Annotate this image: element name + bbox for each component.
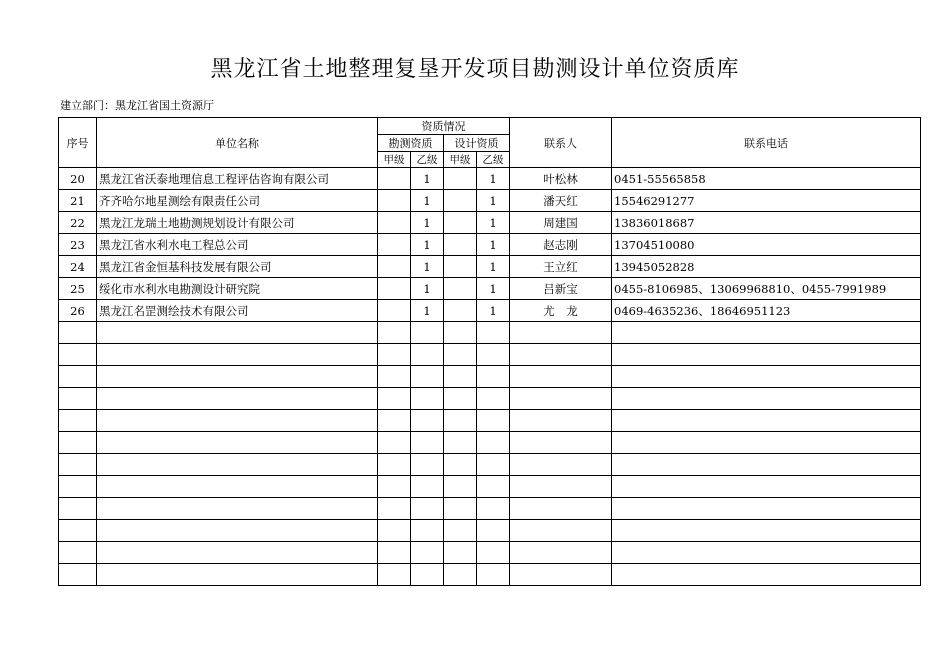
cell-phone: 15546291277 bbox=[612, 190, 921, 212]
cell-unit-name bbox=[97, 498, 378, 520]
cell-phone bbox=[612, 476, 921, 498]
cell-phone bbox=[612, 564, 921, 586]
cell-survey-grade-a bbox=[378, 498, 411, 520]
cell-unit-name bbox=[97, 564, 378, 586]
cell-survey-grade-b bbox=[411, 498, 444, 520]
cell-contact bbox=[510, 542, 612, 564]
cell-phone bbox=[612, 366, 921, 388]
cell-survey-grade-a bbox=[378, 190, 411, 212]
cell-survey-grade-a bbox=[378, 234, 411, 256]
cell-seq bbox=[59, 542, 97, 564]
cell-design-grade-b: 1 bbox=[477, 168, 510, 190]
cell-design-grade-b bbox=[477, 498, 510, 520]
cell-survey-grade-a bbox=[378, 168, 411, 190]
cell-design-grade-a bbox=[444, 454, 477, 476]
cell-unit-name bbox=[97, 520, 378, 542]
cell-phone bbox=[612, 454, 921, 476]
cell-design-grade-a bbox=[444, 212, 477, 234]
cell-survey-grade-a bbox=[378, 432, 411, 454]
cell-survey-grade-a bbox=[378, 366, 411, 388]
cell-contact bbox=[510, 410, 612, 432]
header-design-grade-a: 甲级 bbox=[444, 152, 477, 168]
cell-seq: 25 bbox=[59, 278, 97, 300]
cell-design-grade-a bbox=[444, 410, 477, 432]
cell-survey-grade-a bbox=[378, 454, 411, 476]
cell-design-grade-b bbox=[477, 520, 510, 542]
cell-phone: 13704510080 bbox=[612, 234, 921, 256]
cell-design-grade-a bbox=[444, 476, 477, 498]
header-design-grade-b: 乙级 bbox=[477, 152, 510, 168]
cell-survey-grade-a bbox=[378, 256, 411, 278]
header-qualification: 资质情况 bbox=[378, 118, 510, 135]
empty-row bbox=[59, 344, 921, 366]
table-row bbox=[59, 300, 921, 322]
cell-design-grade-a bbox=[444, 542, 477, 564]
cell-survey-grade-b bbox=[411, 322, 444, 344]
cell-seq bbox=[59, 322, 97, 344]
cell-seq bbox=[59, 564, 97, 586]
cell-seq bbox=[59, 476, 97, 498]
cell-design-grade-a bbox=[444, 168, 477, 190]
cell-seq: 20 bbox=[59, 168, 97, 190]
cell-unit-name: 黑龙江省水利水电工程总公司 bbox=[97, 234, 378, 256]
cell-phone: 0451-55565858 bbox=[612, 168, 921, 190]
cell-design-grade-a bbox=[444, 520, 477, 542]
cell-design-grade-b bbox=[477, 564, 510, 586]
cell-contact bbox=[510, 498, 612, 520]
header-design-qual: 设计资质 bbox=[444, 135, 510, 152]
cell-survey-grade-b bbox=[411, 542, 444, 564]
cell-seq: 22 bbox=[59, 212, 97, 234]
cell-phone: 0455-8106985、13069968810、0455-7991989 bbox=[612, 278, 921, 300]
cell-design-grade-a bbox=[444, 498, 477, 520]
empty-row bbox=[59, 498, 921, 520]
cell-seq bbox=[59, 498, 97, 520]
cell-unit-name bbox=[97, 344, 378, 366]
header-survey-grade-a: 甲级 bbox=[378, 152, 411, 168]
cell-unit-name bbox=[97, 432, 378, 454]
cell-contact: 王立红 bbox=[510, 256, 612, 278]
cell-design-grade-b: 1 bbox=[477, 278, 510, 300]
cell-design-grade-a bbox=[444, 278, 477, 300]
cell-unit-name: 黑龙江省金恒基科技发展有限公司 bbox=[97, 256, 378, 278]
cell-phone bbox=[612, 322, 921, 344]
cell-contact bbox=[510, 388, 612, 410]
cell-unit-name: 绥化市水利水电勘测设计研究院 bbox=[97, 278, 378, 300]
table-row bbox=[59, 168, 921, 190]
department-label: 建立部门：黑龙江省国土资源厅 bbox=[60, 99, 214, 112]
cell-contact bbox=[510, 366, 612, 388]
cell-phone bbox=[612, 432, 921, 454]
cell-survey-grade-a bbox=[378, 476, 411, 498]
qualification-table bbox=[58, 117, 921, 586]
header-row-1 bbox=[59, 118, 921, 135]
cell-design-grade-b: 1 bbox=[477, 190, 510, 212]
cell-seq bbox=[59, 388, 97, 410]
cell-survey-grade-b bbox=[411, 432, 444, 454]
cell-contact: 叶松林 bbox=[510, 168, 612, 190]
cell-design-grade-a bbox=[444, 234, 477, 256]
cell-unit-name bbox=[97, 366, 378, 388]
cell-survey-grade-a bbox=[378, 300, 411, 322]
cell-survey-grade-b bbox=[411, 388, 444, 410]
cell-survey-grade-b bbox=[411, 454, 444, 476]
cell-survey-grade-b bbox=[411, 476, 444, 498]
cell-seq bbox=[59, 366, 97, 388]
header-survey-grade-b: 乙级 bbox=[411, 152, 444, 168]
cell-survey-grade-b: 1 bbox=[411, 278, 444, 300]
empty-row bbox=[59, 322, 921, 344]
empty-row bbox=[59, 388, 921, 410]
cell-phone bbox=[612, 542, 921, 564]
cell-unit-name bbox=[97, 388, 378, 410]
cell-survey-grade-b: 1 bbox=[411, 190, 444, 212]
table-row bbox=[59, 190, 921, 212]
cell-survey-grade-a bbox=[378, 322, 411, 344]
cell-design-grade-b: 1 bbox=[477, 234, 510, 256]
cell-design-grade-a bbox=[444, 388, 477, 410]
cell-design-grade-b bbox=[477, 454, 510, 476]
cell-phone bbox=[612, 498, 921, 520]
cell-design-grade-a bbox=[444, 366, 477, 388]
cell-contact: 赵志刚 bbox=[510, 234, 612, 256]
cell-contact bbox=[510, 564, 612, 586]
cell-phone: 13945052828 bbox=[612, 256, 921, 278]
cell-unit-name: 黑龙江龙瑞土地勘测规划设计有限公司 bbox=[97, 212, 378, 234]
cell-survey-grade-b: 1 bbox=[411, 256, 444, 278]
cell-unit-name bbox=[97, 454, 378, 476]
header-survey-qual: 勘测资质 bbox=[378, 135, 444, 152]
cell-contact bbox=[510, 432, 612, 454]
cell-design-grade-b bbox=[477, 322, 510, 344]
cell-design-grade-b bbox=[477, 344, 510, 366]
cell-survey-grade-b bbox=[411, 344, 444, 366]
cell-contact: 吕新宝 bbox=[510, 278, 612, 300]
empty-row bbox=[59, 410, 921, 432]
cell-design-grade-a bbox=[444, 344, 477, 366]
cell-design-grade-b bbox=[477, 476, 510, 498]
cell-design-grade-a bbox=[444, 300, 477, 322]
cell-seq bbox=[59, 344, 97, 366]
header-contact: 联系人 bbox=[510, 118, 612, 168]
cell-survey-grade-b: 1 bbox=[411, 212, 444, 234]
cell-design-grade-a bbox=[444, 322, 477, 344]
cell-survey-grade-a bbox=[378, 520, 411, 542]
cell-unit-name bbox=[97, 476, 378, 498]
cell-unit-name: 黑龙江省沃泰地理信息工程评估咨询有限公司 bbox=[97, 168, 378, 190]
cell-phone: 0469-4635236、18646951123 bbox=[612, 300, 921, 322]
cell-seq bbox=[59, 520, 97, 542]
cell-design-grade-b bbox=[477, 542, 510, 564]
cell-design-grade-b bbox=[477, 432, 510, 454]
cell-contact bbox=[510, 322, 612, 344]
cell-design-grade-a bbox=[444, 256, 477, 278]
header-seq: 序号 bbox=[59, 118, 97, 168]
cell-contact bbox=[510, 520, 612, 542]
cell-survey-grade-b: 1 bbox=[411, 234, 444, 256]
cell-survey-grade-b bbox=[411, 520, 444, 542]
header-phone: 联系电话 bbox=[612, 118, 921, 168]
cell-design-grade-b: 1 bbox=[477, 300, 510, 322]
cell-survey-grade-a bbox=[378, 410, 411, 432]
cell-survey-grade-a bbox=[378, 564, 411, 586]
empty-row bbox=[59, 454, 921, 476]
cell-unit-name bbox=[97, 542, 378, 564]
table-row bbox=[59, 234, 921, 256]
cell-phone bbox=[612, 344, 921, 366]
cell-contact bbox=[510, 454, 612, 476]
cell-design-grade-a bbox=[444, 564, 477, 586]
cell-contact: 尤 龙 bbox=[510, 300, 612, 322]
cell-seq bbox=[59, 432, 97, 454]
cell-unit-name bbox=[97, 410, 378, 432]
empty-row bbox=[59, 432, 921, 454]
cell-survey-grade-b bbox=[411, 564, 444, 586]
cell-contact bbox=[510, 476, 612, 498]
cell-survey-grade-b: 1 bbox=[411, 168, 444, 190]
cell-seq: 24 bbox=[59, 256, 97, 278]
empty-row bbox=[59, 366, 921, 388]
cell-survey-grade-a bbox=[378, 278, 411, 300]
cell-seq bbox=[59, 454, 97, 476]
cell-contact: 潘天红 bbox=[510, 190, 612, 212]
cell-contact: 周建国 bbox=[510, 212, 612, 234]
cell-seq bbox=[59, 410, 97, 432]
cell-design-grade-b bbox=[477, 366, 510, 388]
empty-row bbox=[59, 520, 921, 542]
cell-unit-name bbox=[97, 322, 378, 344]
cell-design-grade-b: 1 bbox=[477, 212, 510, 234]
cell-design-grade-b bbox=[477, 388, 510, 410]
cell-seq: 21 bbox=[59, 190, 97, 212]
cell-design-grade-b bbox=[477, 410, 510, 432]
empty-row bbox=[59, 564, 921, 586]
cell-phone bbox=[612, 388, 921, 410]
empty-row bbox=[59, 476, 921, 498]
cell-design-grade-a bbox=[444, 190, 477, 212]
cell-unit-name: 黑龙江名罡测绘技术有限公司 bbox=[97, 300, 378, 322]
cell-seq: 23 bbox=[59, 234, 97, 256]
cell-survey-grade-b bbox=[411, 410, 444, 432]
cell-phone bbox=[612, 410, 921, 432]
cell-phone: 13836018687 bbox=[612, 212, 921, 234]
cell-survey-grade-a bbox=[378, 344, 411, 366]
table-row bbox=[59, 212, 921, 234]
cell-survey-grade-a bbox=[378, 542, 411, 564]
page-title: 黑龙江省土地整理复垦开发项目勘测设计单位资质库 bbox=[210, 57, 740, 82]
cell-survey-grade-a bbox=[378, 388, 411, 410]
cell-contact bbox=[510, 344, 612, 366]
cell-unit-name: 齐齐哈尔地星测绘有限责任公司 bbox=[97, 190, 378, 212]
cell-survey-grade-b bbox=[411, 366, 444, 388]
empty-row bbox=[59, 542, 921, 564]
cell-survey-grade-b: 1 bbox=[411, 300, 444, 322]
cell-seq: 26 bbox=[59, 300, 97, 322]
table-row bbox=[59, 256, 921, 278]
cell-design-grade-b: 1 bbox=[477, 256, 510, 278]
cell-design-grade-a bbox=[444, 432, 477, 454]
header-unit-name: 单位名称 bbox=[97, 118, 378, 168]
cell-survey-grade-a bbox=[378, 212, 411, 234]
cell-phone bbox=[612, 520, 921, 542]
table-row bbox=[59, 278, 921, 300]
